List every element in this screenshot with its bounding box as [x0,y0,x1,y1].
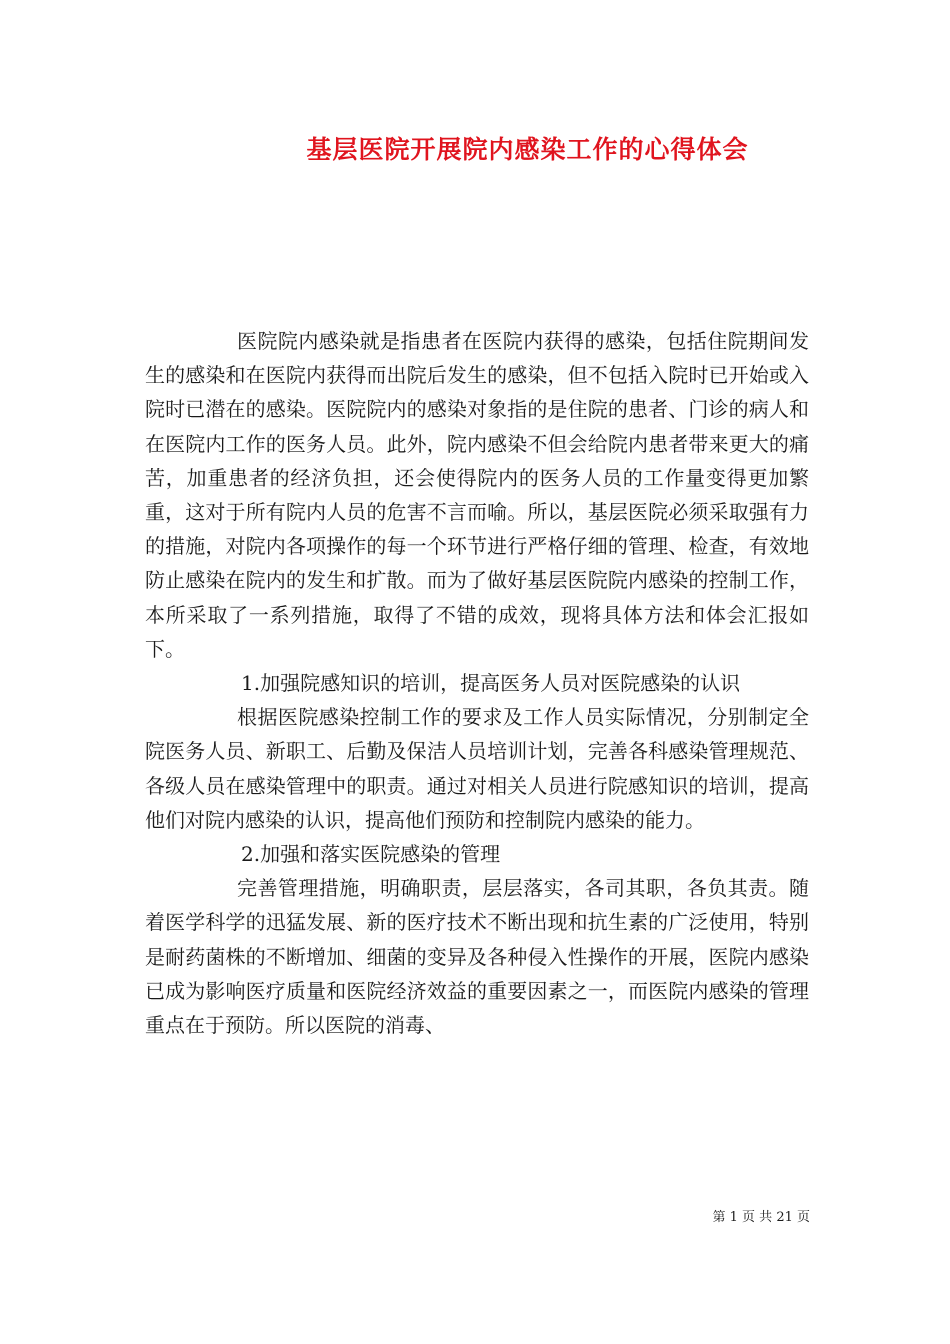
section-2-paragraph: 完善管理措施，明确职责，层层落实，各司其职，各负其责。随着医学科学的迅猛发展、新的医疗技术不断出现和抗生素的广泛使用，特别是耐药菌株的不断增加、细菌的变异及各种侵入性操作的开展，医院内感染已成为影响医疗质量和医院经济效益的重要因素之一，而医院内感染的管理重点在于预防。所以医院的消毒、 [145,876,809,1038]
document-title: 基层医院开展院内感染工作的心得体会 [306,135,749,164]
section-1-heading: 1.加强院感知识的培训，提高医务人员对医院感染的认识 [241,671,741,696]
section-2-heading: 2.加强和落实医院感染的管理 [241,842,501,867]
intro-paragraph: 医院院内感染就是指患者在医院内获得的感染，包括住院期间发生的感染和在医院内获得而出院后发生的感染，但不包括入院时已开始或入院时已潜在的感染。医院院内的感染对象指的是住院的患者、门诊的病人和在医院内工作的医务人员。此外，院内感染不但会给院内患者带来更大的痛苦，加重患者的经济负担，还会使得院内的医务人员的工作量变得更加繁重，这对于所有院内人员的危害不言而喻。所以，基层医院必须采取强有力的措施，对院内各项操作的每一个环节进行严格仔细的管理、检查，有效地防止感染在院内的发生和扩散。而为了做好基层医院院内感染的控制工作，本所采取了一系列措施，取得了不错的成效，现将具体方法和体会汇报如下。 [145,329,809,661]
page-number: 第 1 页 共 21 页 [712,1210,810,1225]
section-1-paragraph: 根据医院感染控制工作的要求及工作人员实际情况，分别制定全院医务人员、新职工、后勤及保洁人员培训计划，完善各科感染管理规范、各级人员在感染管理中的职责。通过对相关人员进行院感知识的培训，提高他们对院内感染的认识，提高他们预防和控制院内感染的能力。 [145,705,809,832]
document-body [145,324,809,1042]
